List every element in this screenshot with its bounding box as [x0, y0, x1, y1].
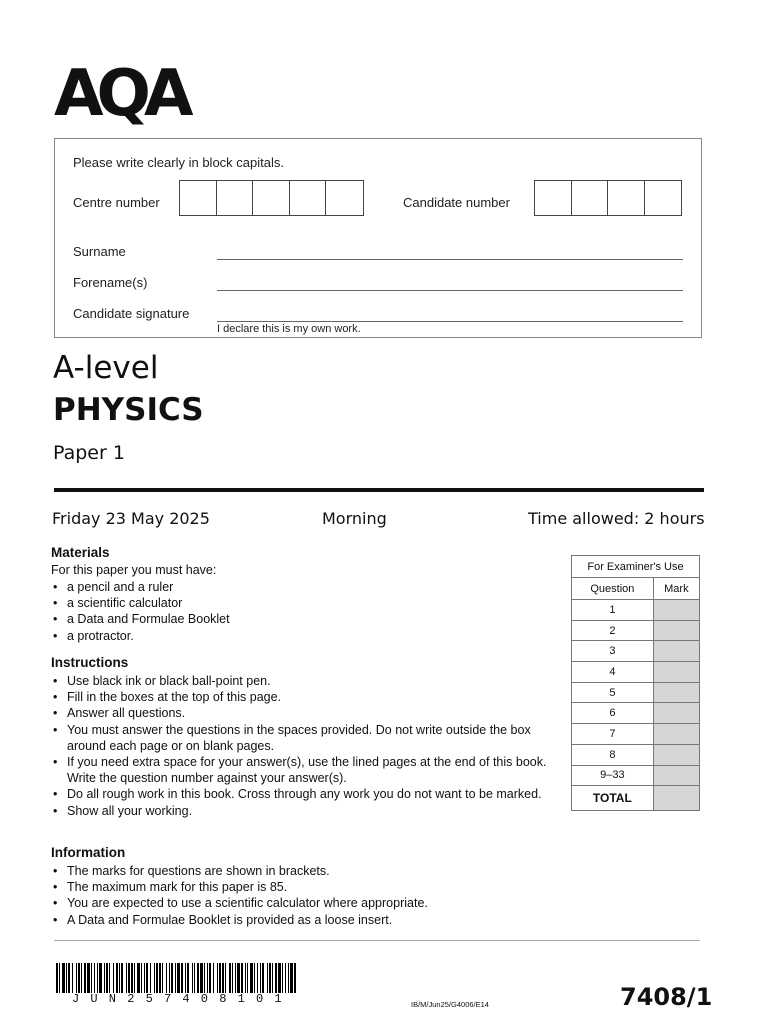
- materials-list: [51, 579, 551, 644]
- instructions-list: [51, 673, 551, 819]
- question-cell: 5: [572, 682, 654, 703]
- block-capitals-instruction: Please write clearly in block capitals.: [73, 155, 284, 170]
- mark-cell[interactable]: [653, 724, 699, 745]
- total-label: TOTAL: [572, 786, 654, 811]
- barcode-digits: JUN257408101: [72, 992, 293, 1006]
- table-row: [572, 703, 700, 724]
- list-item: • The marks for questions are shown in brackets.: [51, 863, 571, 879]
- list-item: • You must answer the questions in the spaces provided. Do not write outside the box around each page or on blank pages.: [51, 722, 551, 754]
- subject-title: PHYSICS: [53, 392, 204, 428]
- list-item: • A Data and Formulae Booklet is provided as a loose insert.: [51, 912, 571, 928]
- table-row: [572, 765, 700, 786]
- table-row: [572, 641, 700, 662]
- instructions-heading: Instructions: [51, 655, 129, 670]
- table-row: [572, 724, 700, 745]
- signature-label: Candidate signature: [73, 306, 190, 321]
- candidate-digit-box[interactable]: [572, 181, 608, 215]
- qualification-level: A-level: [53, 350, 159, 386]
- list-item: • Show all your working.: [51, 803, 551, 819]
- paper-code: 7408/1: [620, 983, 713, 1011]
- question-column-header: Question: [572, 578, 654, 600]
- question-cell: 1: [572, 600, 654, 621]
- question-cell: 8: [572, 744, 654, 765]
- question-cell: 7: [572, 724, 654, 745]
- total-mark-cell[interactable]: [653, 786, 699, 811]
- exam-session: Morning: [322, 509, 387, 528]
- question-cell: 3: [572, 641, 654, 662]
- list-item: • a scientific calculator: [51, 595, 551, 611]
- list-item: • If you need extra space for your answer(s), use the lined pages at the end of this book. Write the question number against your answer(s).: [51, 754, 551, 786]
- table-row: [572, 662, 700, 683]
- table-row: [572, 682, 700, 703]
- centre-digit-box[interactable]: [253, 181, 290, 215]
- table-row: [572, 744, 700, 765]
- time-allowed: Time allowed: 2 hours: [528, 509, 705, 528]
- materials-heading: Materials: [51, 545, 110, 560]
- paper-number: Paper 1: [53, 442, 125, 464]
- table-row: [572, 620, 700, 641]
- mark-cell[interactable]: [653, 600, 699, 621]
- barcode: [56, 963, 300, 993]
- list-item: • Use black ink or black ball-point pen.: [51, 673, 551, 689]
- list-item: • You are expected to use a scientific calculator where appropriate.: [51, 895, 571, 911]
- mark-column-header: Mark: [653, 578, 699, 600]
- candidate-number-boxes[interactable]: [534, 180, 682, 216]
- mark-cell[interactable]: [653, 703, 699, 724]
- document-reference: IB/M/Jun25/G4006/E14: [411, 1000, 489, 1009]
- mark-cell[interactable]: [653, 641, 699, 662]
- footer-divider: [54, 940, 700, 941]
- question-cell: 9–33: [572, 765, 654, 786]
- centre-digit-box[interactable]: [180, 181, 217, 215]
- candidate-details-box: [54, 138, 702, 338]
- list-item: • a Data and Formulae Booklet: [51, 611, 551, 627]
- forename-line[interactable]: [217, 290, 683, 291]
- candidate-digit-box[interactable]: [608, 181, 645, 215]
- mark-cell[interactable]: [653, 662, 699, 683]
- centre-digit-box[interactable]: [326, 181, 363, 215]
- question-cell: 4: [572, 662, 654, 683]
- information-heading: Information: [51, 845, 126, 860]
- list-item: • Fill in the boxes at the top of this page.: [51, 689, 551, 705]
- materials-intro: For this paper you must have:: [51, 563, 217, 577]
- mark-cell[interactable]: [653, 682, 699, 703]
- candidate-digit-box[interactable]: [645, 181, 681, 215]
- list-item: • a protractor.: [51, 628, 551, 644]
- question-cell: 6: [572, 703, 654, 724]
- candidate-number-label: Candidate number: [403, 195, 510, 210]
- declaration-text: I declare this is my own work.: [217, 323, 361, 335]
- list-item: • Answer all questions.: [51, 705, 551, 721]
- candidate-digit-box[interactable]: [535, 181, 572, 215]
- list-item: • a pencil and a ruler: [51, 579, 551, 595]
- header-divider: [54, 488, 704, 492]
- information-list: [51, 863, 571, 928]
- total-row: [572, 786, 700, 811]
- centre-number-label: Centre number: [73, 195, 160, 210]
- centre-number-boxes[interactable]: [179, 180, 364, 216]
- mark-cell[interactable]: [653, 765, 699, 786]
- aqa-logo: AQA: [54, 57, 187, 131]
- signature-line[interactable]: [217, 321, 683, 322]
- table-row: [572, 600, 700, 621]
- barcode-bar: [294, 963, 296, 993]
- surname-line[interactable]: [217, 259, 683, 260]
- surname-label: Surname: [73, 244, 126, 259]
- examiners-use-title: For Examiner's Use: [572, 556, 700, 578]
- centre-digit-box[interactable]: [217, 181, 253, 215]
- centre-digit-box[interactable]: [290, 181, 326, 215]
- exam-date: Friday 23 May 2025: [52, 509, 210, 528]
- forename-label: Forename(s): [73, 275, 148, 290]
- mark-cell[interactable]: [653, 620, 699, 641]
- list-item: • The maximum mark for this paper is 85.: [51, 879, 571, 895]
- mark-cell[interactable]: [653, 744, 699, 765]
- list-item: • Do all rough work in this book. Cross through any work you do not want to be marked.: [51, 786, 551, 802]
- question-cell: 2: [572, 620, 654, 641]
- examiners-use-table: [571, 555, 700, 811]
